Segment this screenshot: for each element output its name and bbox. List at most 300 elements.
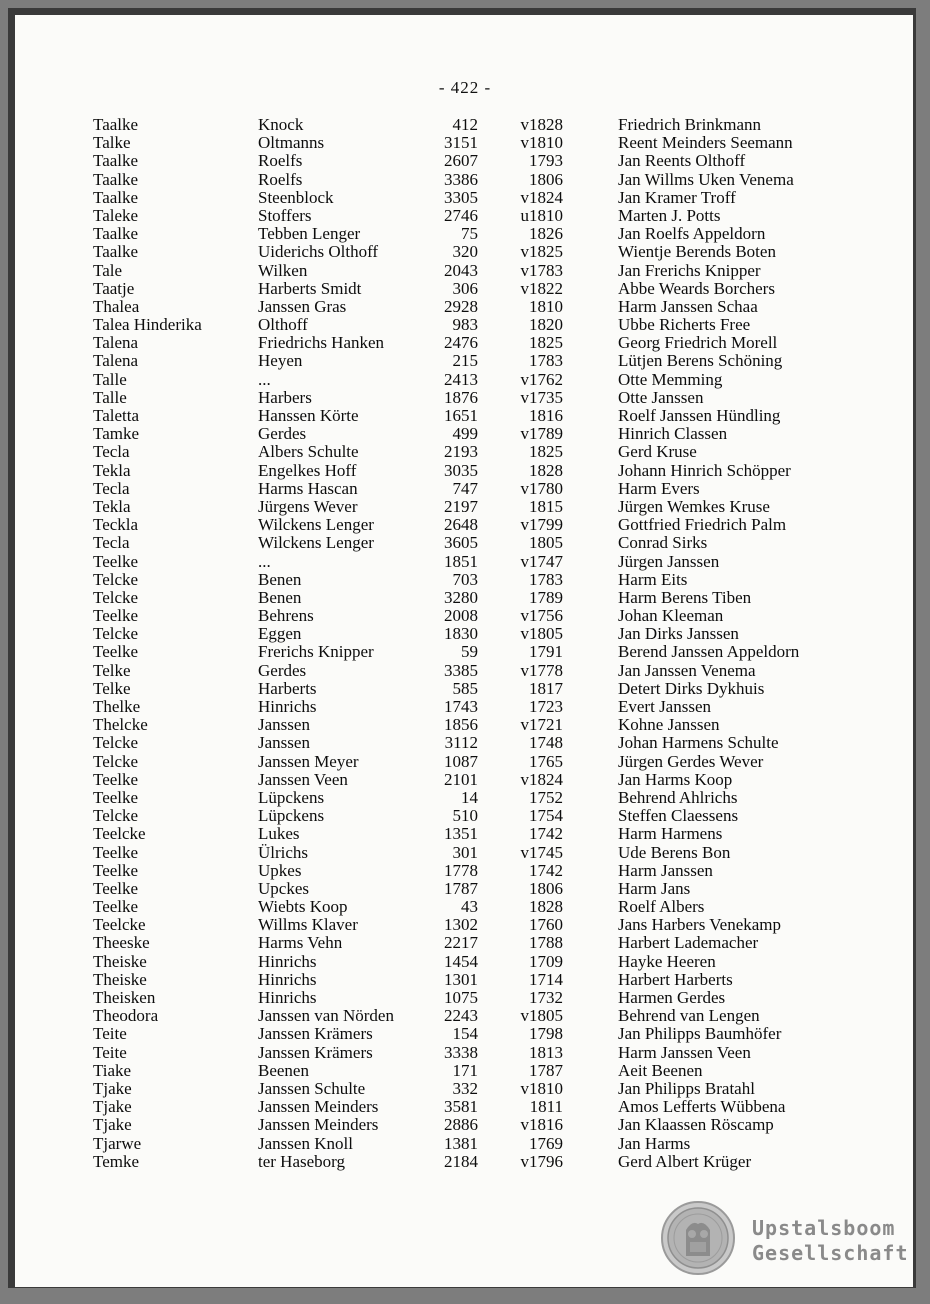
given-name-cell: Theodora (93, 1006, 159, 1026)
table-row (93, 698, 833, 716)
year-cell: 1816 (529, 406, 563, 425)
spouse-name-cell: Ubbe Richerts Free (618, 315, 751, 335)
table-row (93, 407, 833, 425)
record-number-cell: 320 (452, 242, 478, 262)
given-name-cell: Tecla (93, 442, 130, 462)
table-row (93, 625, 833, 643)
given-name-cell: Teckla (93, 515, 139, 535)
table-row (93, 1044, 833, 1062)
record-number-cell: 2217 (444, 933, 478, 953)
spouse-name-cell: Harbert Harberts (618, 969, 733, 989)
given-name-cell: Taatje (93, 278, 135, 298)
year-cell: v1810 (520, 1078, 563, 1098)
given-name-cell: Taalke (93, 187, 139, 207)
given-name-cell: Tiake (93, 1060, 132, 1080)
given-name-cell: Teite (93, 1024, 127, 1044)
record-number-cell: 1830 (444, 624, 478, 644)
family-name-cell: Albers Schulte (258, 442, 359, 462)
family-name-cell: Harms Hascan (258, 478, 358, 498)
record-number-cell: 1743 (444, 697, 478, 716)
spouse-name-cell: Harm Janssen Veen (618, 1042, 751, 1062)
table-row (93, 298, 833, 316)
family-name-cell: Gerdes (258, 660, 307, 680)
year-cell: 1760 (529, 915, 563, 935)
given-name-cell: Temke (93, 1151, 140, 1171)
record-number-cell: 2008 (444, 606, 478, 626)
family-name-cell: Friedrichs Hanken (258, 333, 385, 353)
family-name-cell: ter Haseborg (258, 1151, 346, 1171)
spouse-name-cell: Otte Janssen (618, 387, 704, 407)
family-name-cell: Hinrichs (258, 988, 317, 1007)
spouse-name-cell: Gerd Albert Krüger (618, 1151, 752, 1171)
record-number-cell: 747 (452, 478, 478, 498)
year-cell: v1822 (520, 278, 563, 298)
family-name-cell: Hinrichs (258, 969, 317, 989)
record-number-cell: 2101 (444, 769, 478, 789)
spouse-name-cell: Harm Janssen Schaa (618, 296, 758, 316)
record-number-cell: 2184 (444, 1151, 478, 1171)
family-name-cell: Wilckens Lenger (258, 515, 374, 535)
table-row (93, 1080, 833, 1098)
record-number-cell: 1087 (444, 751, 478, 771)
record-number-cell: 3386 (444, 169, 478, 189)
family-name-cell: Janssen Knoll (258, 1133, 353, 1153)
year-cell: 1714 (529, 969, 563, 989)
spouse-name-cell: Jürgen Janssen (618, 551, 720, 571)
year-cell: 1825 (529, 442, 563, 462)
year-cell: 1817 (529, 678, 563, 698)
record-number-cell: 1851 (444, 551, 478, 571)
year-cell: 1805 (529, 533, 563, 553)
record-number-cell: 59 (461, 642, 478, 662)
table-row (93, 116, 833, 134)
table-row (93, 1098, 833, 1116)
record-number-cell: 3035 (444, 460, 478, 480)
spouse-name-cell: Hayke Heeren (618, 951, 716, 971)
record-number-cell: 499 (452, 424, 478, 444)
spouse-name-cell: Ude Berens Bon (618, 842, 731, 862)
spouse-name-cell: Jan Klaassen Röscamp (618, 1115, 774, 1135)
spouse-name-cell: Harm Evers (618, 478, 700, 498)
record-number-cell: 3605 (444, 533, 478, 553)
year-cell: v1789 (520, 424, 563, 444)
year-cell: 1742 (529, 824, 563, 844)
record-number-cell: 1787 (444, 878, 478, 898)
table-row (93, 571, 833, 589)
table-row (93, 462, 833, 480)
spouse-name-cell: Harm Janssen (618, 860, 713, 880)
year-cell: 1811 (529, 1097, 563, 1117)
spouse-name-cell: Jans Harbers Venekamp (618, 915, 782, 935)
spouse-name-cell: Amos Lefferts Wübbena (618, 1097, 786, 1117)
year-cell: v1735 (520, 387, 563, 407)
given-name-cell: Teelke (93, 606, 139, 626)
record-number-cell: 1876 (444, 387, 478, 407)
table-row (93, 425, 833, 443)
family-name-cell: Lukes (258, 824, 300, 844)
spouse-name-cell: Behrend Ahlrichs (618, 787, 738, 807)
family-name-cell: Janssen Meinders (258, 1097, 379, 1117)
table-row (93, 334, 833, 352)
year-cell: 1826 (529, 224, 563, 244)
page-number: - 422 - (438, 78, 492, 97)
record-number-cell: 1302 (444, 915, 478, 935)
record-number-cell: 2928 (444, 296, 478, 316)
given-name-cell: Teelcke (93, 824, 146, 844)
spouse-name-cell: Gottfried Friedrich Palm (618, 515, 787, 535)
family-name-cell: Hinrichs (258, 697, 317, 716)
given-name-cell: Thelcke (93, 715, 148, 735)
year-cell: v1799 (520, 515, 563, 535)
upstalsboom-logo (660, 1200, 910, 1278)
spouse-name-cell: Johan Harmens Schulte (618, 733, 779, 753)
record-number-cell: 1381 (444, 1133, 478, 1153)
spouse-name-cell: Jan Kramer Troff (618, 187, 736, 207)
spouse-name-cell: Behrend van Lengen (618, 1006, 760, 1026)
year-cell: v1805 (520, 624, 563, 644)
family-name-cell: Benen (258, 569, 302, 589)
year-cell: 1820 (529, 315, 563, 335)
spouse-name-cell: Otte Memming (618, 369, 723, 389)
record-number-cell: 3385 (444, 660, 478, 680)
year-cell: 1752 (529, 787, 563, 807)
table-row (93, 716, 833, 734)
spouse-name-cell: Reent Meinders Seemann (618, 133, 793, 153)
record-number-cell: 2193 (444, 442, 478, 462)
table-row (93, 262, 833, 280)
year-cell: v1824 (520, 187, 563, 207)
record-number-cell: 1778 (444, 860, 478, 880)
year-cell: 1806 (529, 878, 563, 898)
given-name-cell: Tjake (93, 1115, 132, 1135)
table-row (93, 516, 833, 534)
year-cell: v1745 (520, 842, 563, 862)
spouse-name-cell: Jan Frerichs Knipper (618, 260, 761, 280)
record-number-cell: 306 (452, 278, 478, 298)
given-name-cell: Telke (93, 678, 131, 698)
table-row (93, 1025, 833, 1043)
family-name-cell: Beenen (258, 1060, 309, 1080)
given-name-cell: Teelke (93, 551, 139, 571)
record-number-cell: 1651 (444, 406, 478, 425)
spouse-name-cell: Harm Berens Tiben (618, 587, 752, 607)
spouse-name-cell: Kohne Janssen (618, 715, 720, 735)
year-cell: v1828 (520, 115, 563, 134)
table-row (93, 243, 833, 261)
family-name-cell: Olthoff (258, 315, 308, 335)
family-name-cell: Behrens (258, 606, 314, 626)
given-name-cell: Taalke (93, 151, 139, 171)
table-row (93, 898, 833, 916)
spouse-name-cell: Georg Friedrich Morell (618, 333, 778, 353)
table-row (93, 189, 833, 207)
spouse-name-cell: Roelf Albers (618, 897, 705, 917)
given-name-cell: Taalke (93, 242, 139, 262)
spouse-name-cell: Conrad Sirks (618, 533, 708, 553)
family-name-cell: Janssen (258, 733, 310, 753)
family-name-cell: Janssen Meinders (258, 1115, 379, 1135)
given-name-cell: Theiske (93, 969, 147, 989)
year-cell: u1810 (520, 205, 563, 225)
year-cell: 1810 (529, 296, 563, 316)
family-name-cell: Lüpckens (258, 787, 325, 807)
logo-text (752, 1216, 909, 1266)
year-cell: v1805 (520, 1006, 563, 1026)
record-number-cell: 1301 (444, 969, 478, 989)
year-cell: 1788 (529, 933, 563, 953)
spouse-name-cell: Jan Harms (618, 1133, 691, 1153)
spouse-name-cell: Steffen Claessens (618, 806, 739, 826)
given-name-cell: Telcke (93, 569, 139, 589)
table-row (93, 825, 833, 843)
record-number-cell: 2197 (444, 496, 478, 516)
given-name-cell: Teite (93, 1042, 127, 1062)
year-cell: 1798 (529, 1024, 563, 1044)
record-number-cell: 43 (461, 897, 478, 917)
year-cell: v1824 (520, 769, 563, 789)
record-number-cell: 1454 (444, 951, 478, 971)
record-number-cell: 510 (452, 806, 478, 826)
table-row (93, 225, 833, 243)
family-name-cell: Roelfs (258, 151, 303, 171)
table-row (93, 443, 833, 461)
year-cell: v1796 (520, 1151, 563, 1171)
given-name-cell: Taalke (93, 169, 139, 189)
family-name-cell: Hinrichs (258, 951, 317, 971)
given-name-cell: Telcke (93, 806, 139, 826)
record-number-cell: 2648 (444, 515, 478, 535)
spouse-name-cell: Jan Roelfs Appeldorn (618, 224, 766, 244)
given-name-cell: Tecla (93, 533, 130, 553)
family-name-cell: Steenblock (258, 187, 334, 207)
spouse-name-cell: Harm Jans (618, 878, 691, 898)
spouse-name-cell: Jan Dirks Janssen (618, 624, 739, 644)
family-name-cell: Harbers (258, 387, 312, 407)
given-name-cell: Taleke (93, 205, 139, 225)
record-number-cell: 14 (461, 787, 478, 807)
family-name-cell: Jürgens Wever (258, 496, 358, 516)
spouse-name-cell: Aeit Beenen (618, 1060, 703, 1080)
given-name-cell: Tjake (93, 1078, 132, 1098)
year-cell: 1825 (529, 333, 563, 353)
family-name-cell: Willms Klaver (258, 915, 358, 935)
given-name-cell: Teelke (93, 642, 139, 662)
family-name-cell: Janssen Schulte (258, 1078, 366, 1098)
family-name-cell: Gerdes (258, 424, 307, 444)
spouse-name-cell: Detert Dirks Dykhuis (618, 678, 765, 698)
year-cell: 1813 (529, 1042, 563, 1062)
year-cell: 1754 (529, 806, 563, 826)
spouse-name-cell: Jan Willms Uken Venema (618, 169, 794, 189)
given-name-cell: Taletta (93, 406, 140, 425)
family-name-cell: Janssen van Nörden (258, 1006, 394, 1026)
year-cell: v1780 (520, 478, 563, 498)
spouse-name-cell: Johann Hinrich Schöpper (618, 460, 791, 480)
spouse-name-cell: Jan Philipps Bratahl (618, 1078, 755, 1098)
spouse-name-cell: Jürgen Gerdes Wever (618, 751, 764, 771)
spouse-name-cell: Johan Kleeman (618, 606, 724, 626)
given-name-cell: Tecla (93, 478, 130, 498)
spouse-name-cell: Marten J. Potts (618, 205, 721, 225)
given-name-cell: Tamke (93, 424, 140, 444)
family-name-cell: Janssen Veen (258, 769, 348, 789)
year-cell: 1815 (529, 496, 563, 516)
spouse-name-cell: Jan Janssen Venema (618, 660, 756, 680)
year-cell: 1787 (529, 1060, 563, 1080)
year-cell: 1765 (529, 751, 563, 771)
given-name-cell: Tjarwe (93, 1133, 142, 1153)
family-name-cell: Janssen Meyer (258, 751, 359, 771)
given-name-cell: Teelke (93, 769, 139, 789)
given-name-cell: Teelcke (93, 915, 146, 935)
record-number-cell: 2746 (444, 205, 478, 225)
spouse-name-cell: Gerd Kruse (618, 442, 697, 462)
record-number-cell: 171 (452, 1060, 478, 1080)
spouse-name-cell: Harmen Gerdes (618, 988, 726, 1007)
spouse-name-cell: Hinrich Classen (618, 424, 728, 444)
table-row (93, 498, 833, 516)
family-name-cell: ... (258, 551, 271, 571)
record-number-cell: 154 (452, 1024, 478, 1044)
table-row (93, 789, 833, 807)
record-number-cell: 3581 (444, 1097, 478, 1117)
family-name-cell: Janssen Krämers (258, 1024, 373, 1044)
family-name-cell: Engelkes Hoff (258, 460, 357, 480)
given-name-cell: Tale (93, 260, 123, 280)
given-name-cell: Theeske (93, 933, 150, 953)
spouse-name-cell: Lütjen Berens Schöning (618, 351, 783, 371)
year-cell: 1828 (529, 460, 563, 480)
year-cell: v1825 (520, 242, 563, 262)
given-name-cell: Talena (93, 333, 139, 353)
year-cell: 1723 (529, 697, 563, 716)
given-name-cell: Tekla (93, 496, 131, 516)
given-name-cell: Teelke (93, 860, 139, 880)
table-row (93, 934, 833, 952)
given-name-cell: Tekla (93, 460, 131, 480)
table-row (93, 607, 833, 625)
table-row (93, 1007, 833, 1025)
family-name-cell: Wilckens Lenger (258, 533, 374, 553)
year-cell: v1816 (520, 1115, 563, 1135)
record-number-cell: 3338 (444, 1042, 478, 1062)
year-cell: 1783 (529, 569, 563, 589)
family-name-cell: Benen (258, 587, 302, 607)
family-name-cell: Eggen (258, 624, 302, 644)
year-cell: 1709 (529, 951, 563, 971)
family-name-cell: Harms Vehn (258, 933, 343, 953)
record-number-cell: 2243 (444, 1006, 478, 1026)
table-row (93, 171, 833, 189)
record-number-cell: 75 (461, 224, 478, 244)
table-row (93, 662, 833, 680)
family-name-cell: Stoffers (258, 205, 312, 225)
year-cell: v1721 (520, 715, 563, 735)
spouse-name-cell: Abbe Weards Borchers (618, 278, 775, 298)
family-name-cell: Heyen (258, 351, 303, 371)
given-name-cell: Talle (93, 369, 127, 389)
given-name-cell: Talea Hinderika (93, 315, 202, 335)
family-name-cell: Upckes (258, 878, 309, 898)
record-number-cell: 2607 (444, 151, 478, 171)
spouse-name-cell: Berend Janssen Appeldorn (618, 642, 800, 662)
table-row (93, 753, 833, 771)
family-name-cell: Janssen (258, 715, 310, 735)
given-name-cell: Theisken (93, 988, 156, 1007)
given-name-cell: Theiske (93, 951, 147, 971)
given-name-cell: Thelke (93, 697, 141, 716)
record-number-cell: 1351 (444, 824, 478, 844)
table-row (93, 862, 833, 880)
family-name-cell: Hanssen Körte (258, 406, 359, 425)
year-cell: v1762 (520, 369, 563, 389)
table-row (93, 534, 833, 552)
given-name-cell: Telcke (93, 587, 139, 607)
year-cell: 1789 (529, 587, 563, 607)
spouse-name-cell: Harm Harmens (618, 824, 723, 844)
table-row (93, 971, 833, 989)
spouse-name-cell: Harbert Lademacher (618, 933, 759, 953)
spouse-name-cell: Harm Eits (618, 569, 688, 589)
table-row (93, 371, 833, 389)
given-name-cell: Teelke (93, 787, 139, 807)
table-row (93, 207, 833, 225)
table-row (93, 352, 833, 370)
year-cell: 1806 (529, 169, 563, 189)
table-row (93, 389, 833, 407)
record-number-cell: 2886 (444, 1115, 478, 1135)
table-row (93, 1153, 833, 1171)
record-number-cell: 3280 (444, 587, 478, 607)
record-number-cell: 3112 (444, 733, 478, 753)
family-name-cell: Oltmanns (258, 133, 325, 153)
given-name-cell: Telcke (93, 624, 139, 644)
given-name-cell: Telke (93, 660, 131, 680)
family-name-cell: Janssen Gras (258, 296, 347, 316)
given-name-cell: Thalea (93, 296, 140, 316)
year-cell: v1756 (520, 606, 563, 626)
table-row (93, 643, 833, 661)
name-register-table (93, 116, 833, 1171)
year-cell: 1828 (529, 897, 563, 917)
record-number-cell: 2043 (444, 260, 478, 280)
given-name-cell: Talena (93, 351, 139, 371)
record-number-cell: 215 (452, 351, 478, 371)
year-cell: 1732 (529, 988, 563, 1007)
year-cell: 1742 (529, 860, 563, 880)
seal-icon (660, 1200, 736, 1276)
table-row (93, 916, 833, 934)
year-cell: 1783 (529, 351, 563, 371)
table-row (93, 880, 833, 898)
family-name-cell: Harberts Smidt (258, 278, 362, 298)
given-name-cell: Taalke (93, 224, 139, 244)
table-row (93, 316, 833, 334)
table-row (93, 844, 833, 862)
table-row (93, 1062, 833, 1080)
record-number-cell: 2476 (444, 333, 478, 353)
table-row (93, 134, 833, 152)
record-number-cell: 3305 (444, 187, 478, 207)
given-name-cell: Teelke (93, 878, 139, 898)
record-number-cell: 703 (452, 569, 478, 589)
family-name-cell: Lüpckens (258, 806, 325, 826)
table-row (93, 734, 833, 752)
year-cell: 1793 (529, 151, 563, 171)
table-row (93, 553, 833, 571)
year-cell: v1783 (520, 260, 563, 280)
given-name-cell: Tjake (93, 1097, 132, 1117)
